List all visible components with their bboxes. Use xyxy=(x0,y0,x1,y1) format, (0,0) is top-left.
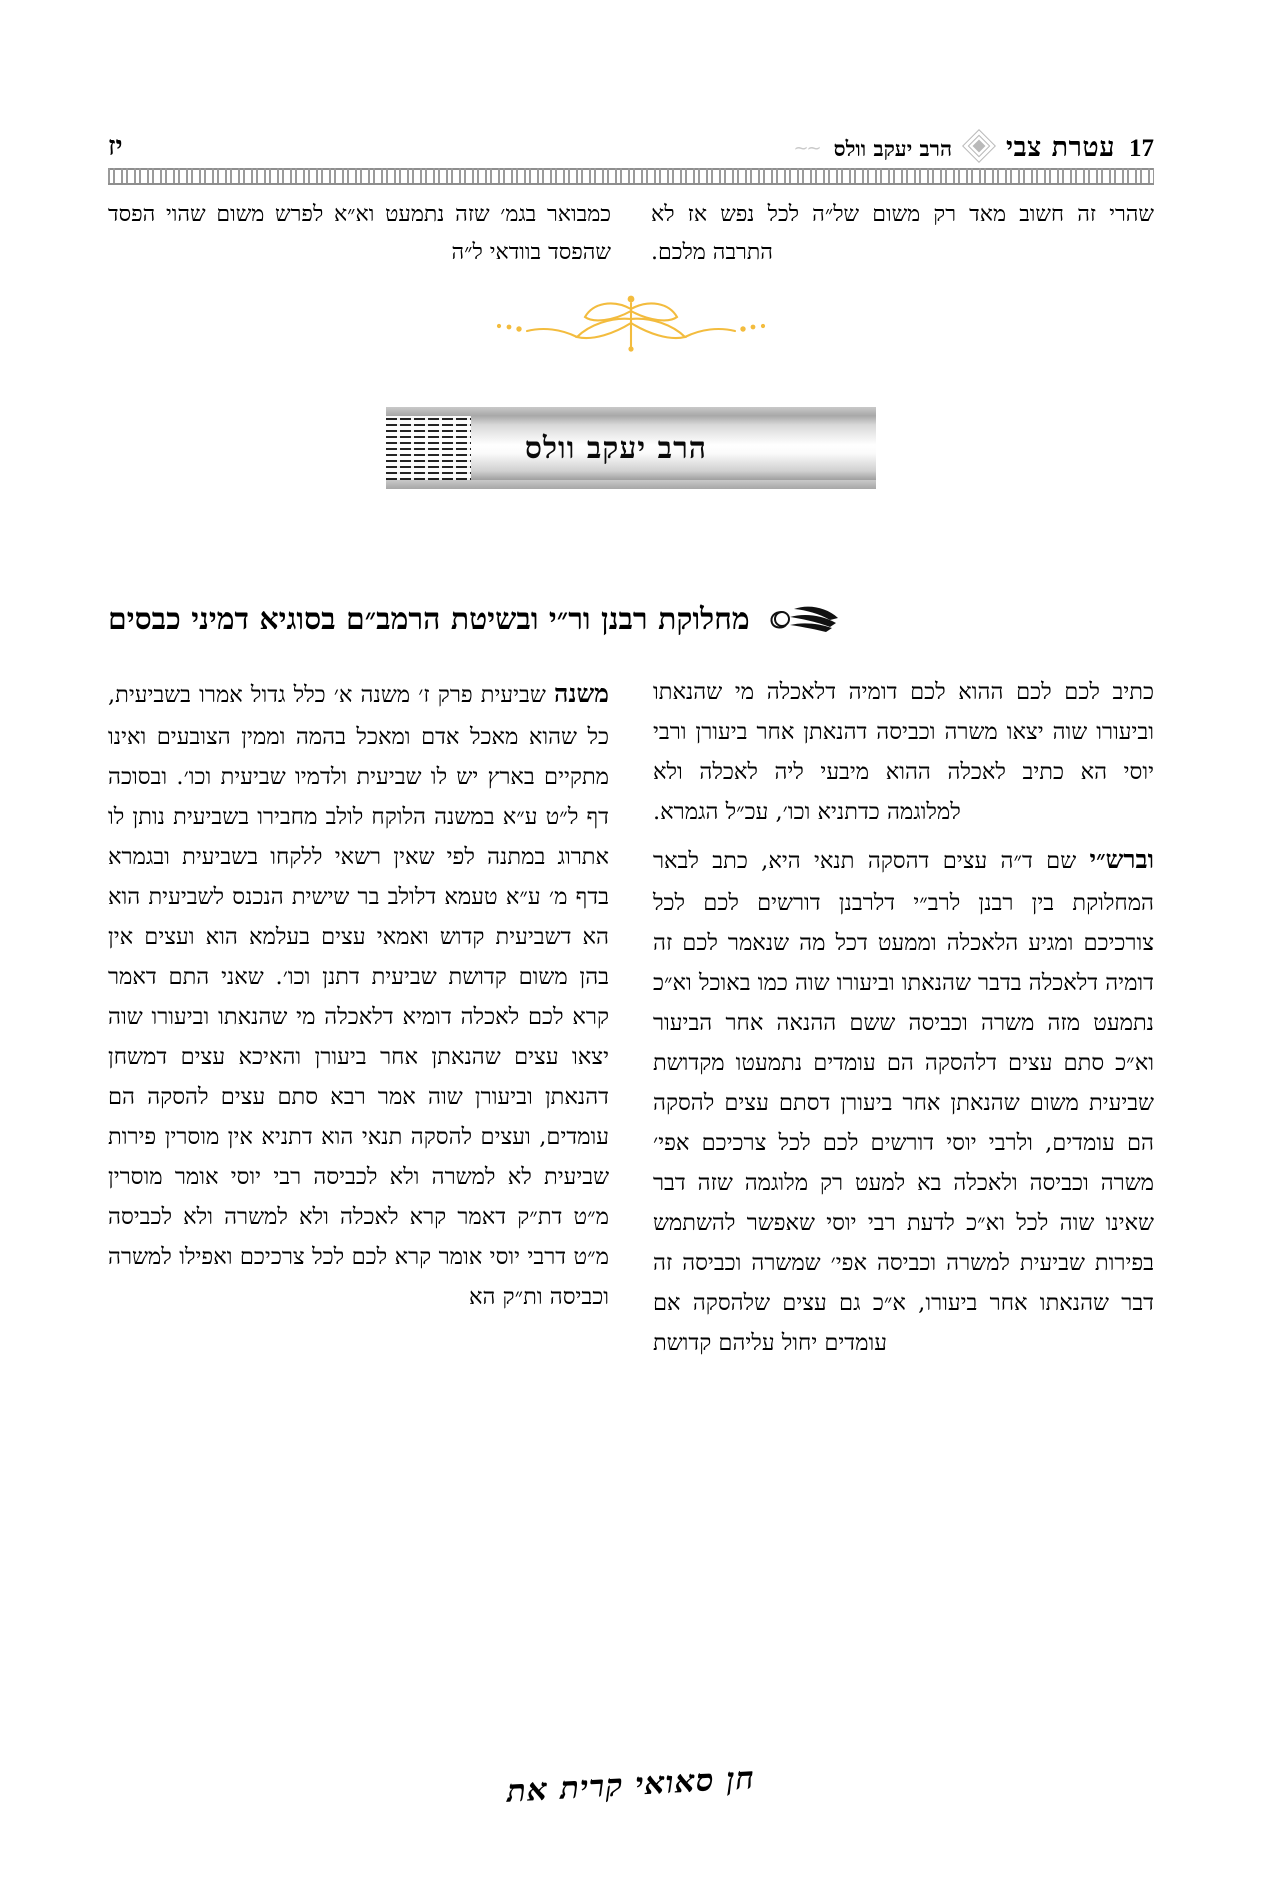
mishna-paragraph xyxy=(108,672,609,1317)
book-title: עטרת צבי xyxy=(1006,131,1115,163)
banner-hatch-pattern xyxy=(386,416,471,480)
banner-bar-bottom xyxy=(386,480,876,489)
article-title: מחלוקת רבנן ור״י ובשיטת הרמב״ם בסוגיא דמיני כבסים xyxy=(108,601,750,637)
squiggle-icon: ~~ xyxy=(793,137,820,159)
article-column-right xyxy=(108,672,609,1699)
footer-text: חן סאואי קרית את xyxy=(504,1760,758,1810)
continuation-columns xyxy=(108,196,1154,272)
article-title-row xyxy=(108,600,1154,638)
continuation-column-right xyxy=(108,196,611,272)
rashi-body-text: שם ד״ה עצים דהסקה תנאי היא, כתב לבאר המחלוקת בין רבנן לרב״י דלרבנן דורשים לכם לכל צורכיכם ומגיע הלאכלה וממעט דכל מה שנאמר לכם זה דומיה דלאכלה בדבר שהנאתו וביעורו שוה כמו באוכל וא״כ נתמעט מזה משרה וכביסה ששם ההנאה אחר הביעור וא״כ סתם עצים דלהסקה הם עומדים נתמעטו מקדושת שביעית משום שהנאתן אחר ביעורן דסתם עצים להסקה הם עומדים, ולרבי יוסי דורשים לכם לכל צרכיכם אפי׳ משרה וכביסה ולאכלה בא למעט רק מלוגמה שזה דבר שאינו שוה לכל וא״כ לדעת רבי יוסי שאפשר להשתמש בפירות שביעית למשרה וכביסה אפי׳ שמשרה וכביסה זה דבר שהנאתו אחר ביעורו, א״כ גם עצים שלהסקה אם עומדים יחול עליהם קדושת xyxy=(653,848,1154,1357)
running-header xyxy=(108,126,1154,166)
gemara-paragraph: כתיב לכם לכם ההוא לכם דומיה דלאכלה מי שהנאתו וביעורו שוה יצאו משרה וכביסה דהנאתן אחר ביעורן ורבי יוסי הא כתיב לאכלה ההוא מיבעי ליה לאכלה ולא למלוגמה כדתניא וכו׳, עכ״ל הגמרא. xyxy=(653,679,1154,826)
author-banner-wrapper xyxy=(0,407,1262,489)
mishna-body-text: שביעית פרק ז׳ משנה א׳ כלל גדול אמרו בשביעית, כל שהוא מאכל אדם ומאכל בהמה וממין הצובעים ואינו מתקיים בארץ יש לו שביעית ולדמיו שביעית וכו׳. ובסוכה דף ל״ט ע״א במשנה הלוקח לולב מחבירו בשביעית נותן לו אתרוג במתנה לפי שאין רשאי ללקחו בשביעית ובגמרא בדף מ׳ ע״א טעמא דלולב בר שישית הנכנס לשביעית הוא הא דשביעית קדוש ואמאי עצים בעלמא הוא ועצים אין בהן משום קדושת שביעית דתנן וכו׳. שאני התם דאמר קרא לכם לאכלה דומיא דלאכלה מי שהנאתו וביעורו שוה יצאו עצים שהנאתן אחר ביעורן והאיכא עצים דמשחן דהנאתן וביעורן שוה אמר רבא סתם עצים להסקה הם עומדים, ועצים להסקה תנאי הוא דתניא אין מוסרין פירות שביעית לא למשרה ולא לכביסה רבי יוסי אומר מוסרין מ״ט דת״ק דאמר קרא לאכלה ולא למשרה ולא לכביסה מ״ט דרבי יוסי אומר קרא לכם לכל צרכיכם ואפילו למשרה וכביסה ות״ק הא xyxy=(108,682,609,1311)
banner-author-name: הרב יעקב וולס xyxy=(524,430,708,466)
banner-plate xyxy=(386,416,876,480)
greek-key-pattern xyxy=(108,168,1154,185)
article-body-columns xyxy=(108,672,1154,1699)
header-rule-band xyxy=(108,168,1154,185)
rashi-paragraph xyxy=(653,838,1154,1363)
mishna-lead-word: משנה xyxy=(553,679,609,708)
continuation-text-right: כמבואר בגמ׳ שזה נתמעט וא״א לפרש משום שהוי הפסד שהפסד בוודאי ל״ה xyxy=(108,202,611,265)
continuation-column-left xyxy=(651,196,1154,272)
page-number-latin: 17 xyxy=(1129,134,1154,162)
banner-bar-top xyxy=(386,407,876,416)
running-header-right xyxy=(793,130,1154,163)
leaf-flourish-icon xyxy=(768,600,842,638)
rashi-lead-word: וברש״י xyxy=(1089,845,1154,875)
continuation-text-left: שהרי זה חשוב מאד רק משום של״ה לכל נפש אז לא התרבה מלכם. xyxy=(651,202,1154,265)
article-column-left xyxy=(653,672,1154,1699)
page-footer xyxy=(0,1760,1262,1810)
page-number-hebrew: יז xyxy=(108,130,123,162)
author-banner xyxy=(386,407,876,489)
running-header-author: הרב יעקב וולס xyxy=(833,135,953,161)
floral-divider-icon xyxy=(0,290,1262,360)
diamond-icon xyxy=(966,133,992,159)
